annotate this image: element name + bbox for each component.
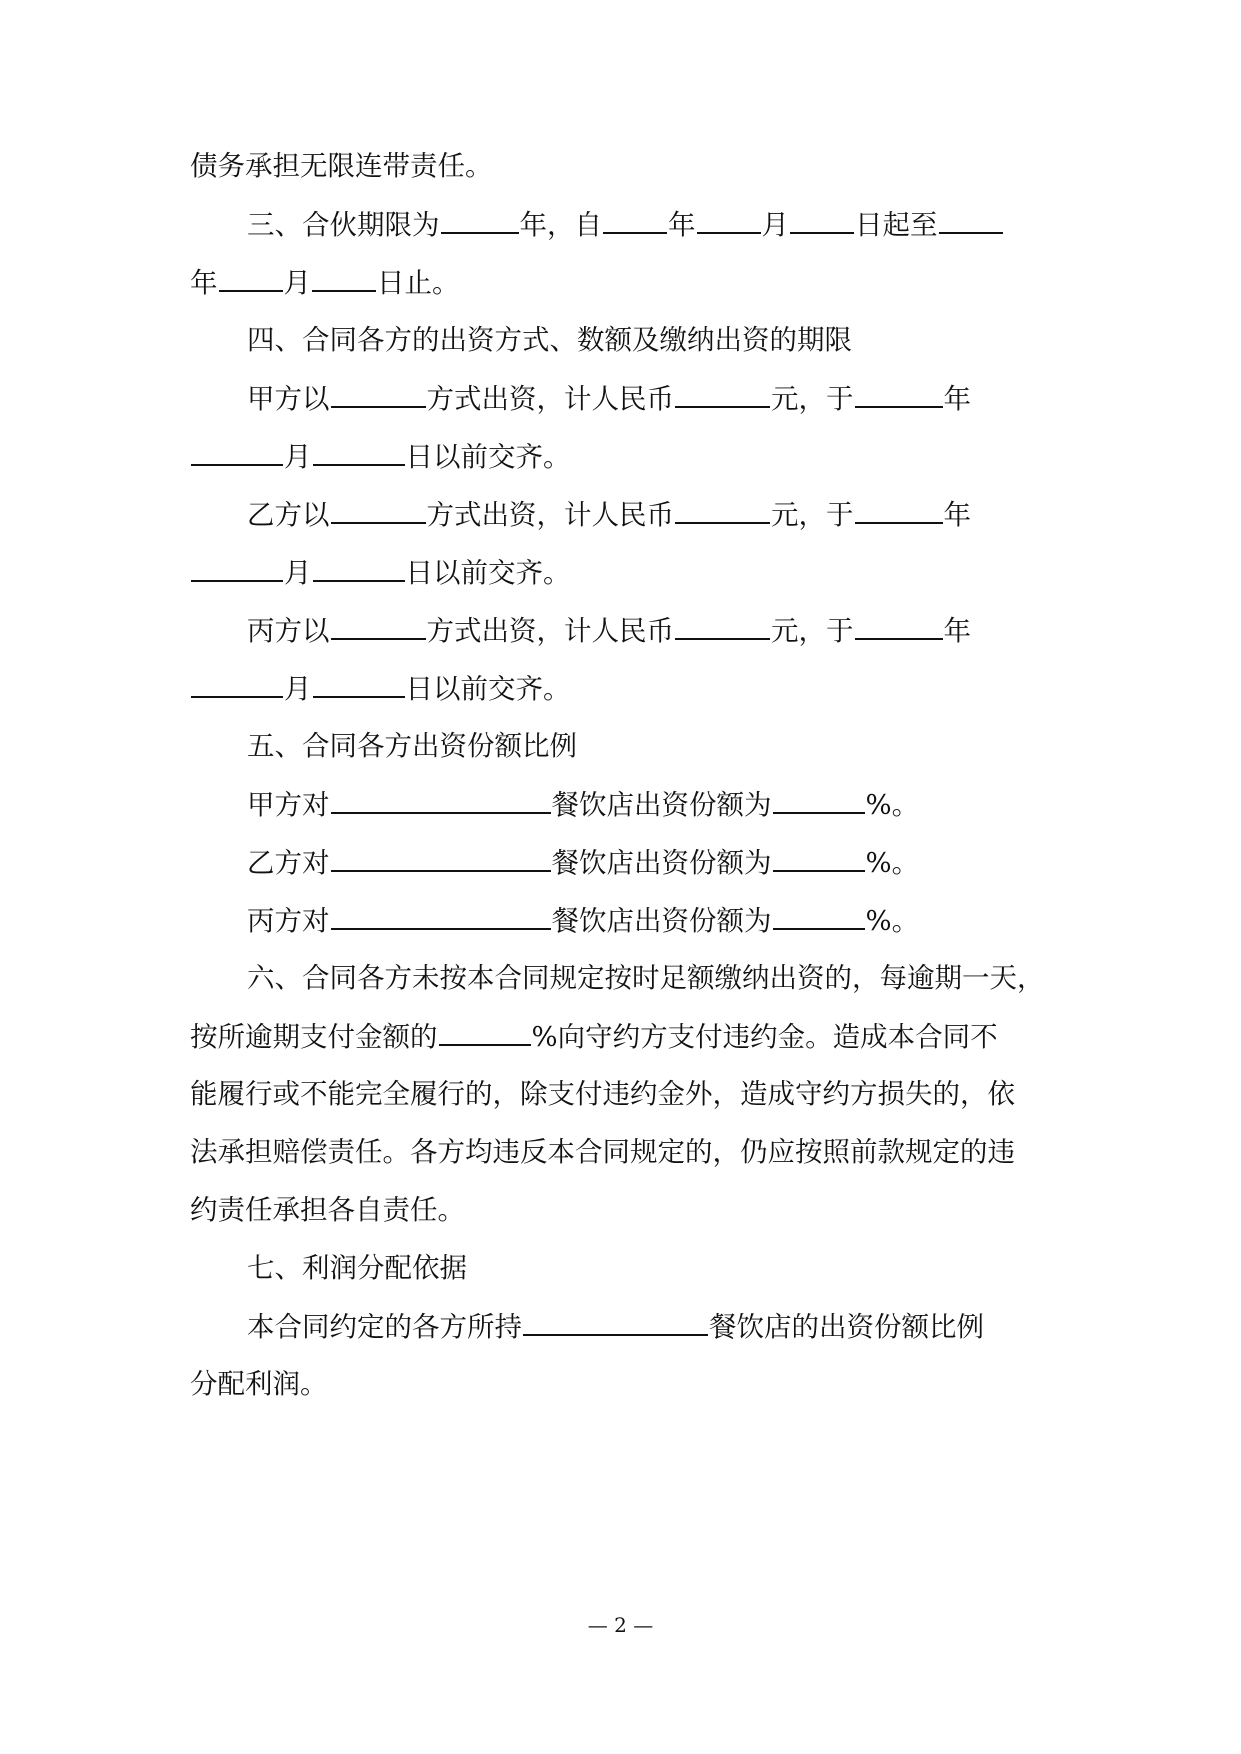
blank-party-b-method[interactable]: [331, 494, 426, 524]
page-number: — 2 —: [587, 1613, 654, 1637]
text: 约责任承担各自责任。: [190, 1194, 465, 1226]
text: 方式出资，计人民币: [426, 383, 674, 415]
blank-penalty-percent[interactable]: [439, 1016, 531, 1046]
blank-start-day[interactable]: [790, 204, 854, 234]
line-3: [190, 262, 460, 302]
blank-party-a-method[interactable]: [331, 378, 426, 408]
text: 日起至: [855, 209, 938, 241]
blank-end-year[interactable]: [939, 204, 1003, 234]
blank-party-b-day[interactable]: [313, 552, 405, 582]
line-6: [190, 436, 571, 476]
text: 月: [284, 557, 312, 589]
text: 甲方对: [247, 789, 330, 821]
text: 乙方以: [247, 499, 330, 531]
text: 元，于: [771, 615, 854, 647]
section-heading: 五、合同各方出资份额比例: [247, 730, 577, 762]
text: 月: [761, 209, 789, 241]
blank-end-day[interactable]: [312, 262, 376, 292]
section-heading: 七、利润分配依据: [247, 1252, 467, 1284]
blank-party-c-share[interactable]: [773, 900, 865, 930]
blank-party-a-year[interactable]: [855, 378, 943, 408]
text: %向守约方支付违约金。造成本合同不: [531, 1021, 998, 1053]
text: %。: [865, 905, 920, 937]
text: 年: [190, 267, 218, 299]
blank-party-a-restaurant[interactable]: [331, 784, 551, 814]
text: 月: [284, 673, 312, 705]
blank-party-c-method[interactable]: [331, 610, 426, 640]
text: 年: [943, 499, 971, 531]
blank-start-month[interactable]: [697, 204, 761, 234]
blank-end-month[interactable]: [219, 262, 283, 292]
blank-party-b-share[interactable]: [773, 842, 865, 872]
line-22: [190, 1364, 328, 1404]
line-10: [190, 668, 571, 708]
line-4: [247, 320, 852, 360]
line-21: [247, 1306, 984, 1346]
text: 法承担赔偿责任。各方均违反本合同规定的，仍应按照前款规定的违: [190, 1136, 1015, 1168]
text: 六、合同各方未按本合同规定按时足额缴纳出资的，每逾期一天，: [247, 962, 1045, 994]
text: 年: [943, 383, 971, 415]
line-18: [190, 1132, 1015, 1172]
blank-party-c-restaurant[interactable]: [331, 900, 551, 930]
line-2: [247, 204, 1004, 244]
text: 餐饮店出资份额为: [551, 789, 772, 821]
line-15: [247, 958, 1045, 998]
text: 本合同约定的各方所持: [247, 1311, 522, 1343]
text: 能履行或不能完全履行的，除支付违约金外，造成守约方损失的，依: [190, 1078, 1015, 1110]
blank-party-c-year[interactable]: [855, 610, 943, 640]
blank-party-b-month[interactable]: [191, 552, 283, 582]
line-20: [247, 1248, 467, 1288]
line-5: [247, 378, 971, 418]
text: 甲方以: [247, 383, 330, 415]
blank-party-b-year[interactable]: [855, 494, 943, 524]
text: 分配利润。: [190, 1368, 328, 1400]
line-7: [247, 494, 971, 534]
blank-term-years[interactable]: [441, 204, 519, 234]
line-11: [247, 726, 577, 766]
line-12: [247, 784, 919, 824]
text: 债务承担无限连带责任。: [190, 150, 493, 182]
blank-party-a-share[interactable]: [773, 784, 865, 814]
text: 乙方对: [247, 847, 330, 879]
text: %。: [865, 847, 920, 879]
line-17: [190, 1074, 1015, 1114]
text: 丙方以: [247, 615, 330, 647]
text: 日以前交齐。: [405, 673, 571, 705]
line-16: [190, 1016, 998, 1056]
text: 丙方对: [247, 905, 330, 937]
text: 按所逾期支付金额的: [190, 1021, 438, 1053]
text: 年，自: [519, 209, 602, 241]
text: 方式出资，计人民币: [426, 499, 674, 531]
text: 元，于: [771, 499, 854, 531]
blank-party-b-restaurant[interactable]: [331, 842, 551, 872]
line-1: [190, 146, 493, 186]
blank-party-c-amount[interactable]: [675, 610, 770, 640]
line-19: [190, 1190, 465, 1230]
line-8: [190, 552, 571, 592]
text: 方式出资，计人民币: [426, 615, 674, 647]
blank-restaurant-name[interactable]: [523, 1306, 708, 1336]
text: 餐饮店的出资份额比例: [709, 1311, 984, 1343]
text: 日止。: [377, 267, 460, 299]
text: 元，于: [771, 383, 854, 415]
text: 月: [283, 267, 311, 299]
text: 日以前交齐。: [405, 441, 571, 473]
text: 月: [284, 441, 312, 473]
text: 餐饮店出资份额为: [551, 847, 772, 879]
blank-party-c-month[interactable]: [191, 668, 283, 698]
text: 餐饮店出资份额为: [551, 905, 772, 937]
text: 日以前交齐。: [405, 557, 571, 589]
text: 年: [943, 615, 971, 647]
blank-start-year[interactable]: [603, 204, 667, 234]
blank-party-a-month[interactable]: [191, 436, 283, 466]
blank-party-a-amount[interactable]: [675, 378, 770, 408]
text: 年: [668, 209, 696, 241]
line-9: [247, 610, 971, 650]
blank-party-a-day[interactable]: [313, 436, 405, 466]
blank-party-c-day[interactable]: [313, 668, 405, 698]
text: %。: [865, 789, 920, 821]
line-14: [247, 900, 919, 940]
text: 三、合伙期限为: [247, 209, 440, 241]
section-heading: 四、合同各方的出资方式、数额及缴纳出资的期限: [247, 324, 852, 356]
blank-party-b-amount[interactable]: [675, 494, 770, 524]
line-13: [247, 842, 919, 882]
